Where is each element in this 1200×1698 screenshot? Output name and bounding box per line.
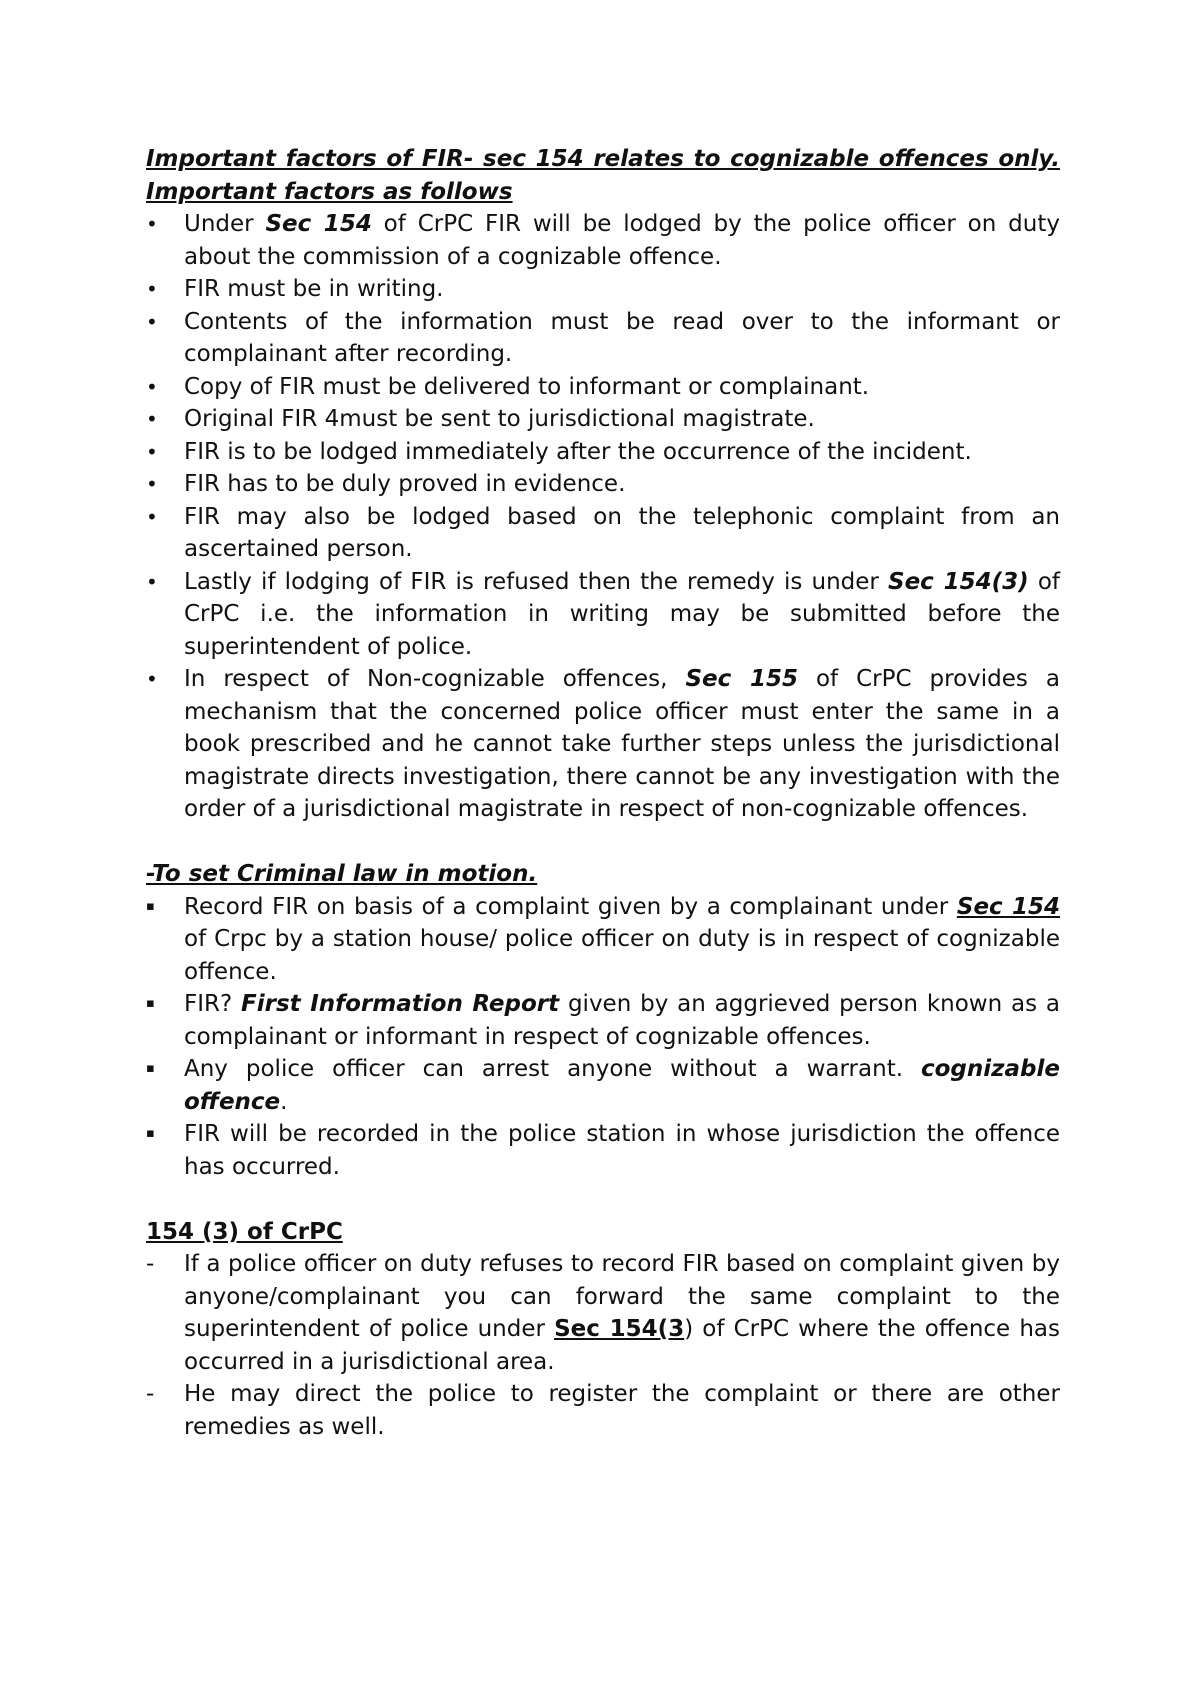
section-ref: Sec 154 bbox=[956, 893, 1060, 920]
list-item bbox=[146, 208, 1060, 273]
section-ref: Sec 154(3 bbox=[554, 1316, 685, 1342]
list-item bbox=[146, 1118, 1060, 1183]
list-item bbox=[146, 1378, 1060, 1443]
item-text: FIR must be in writing. bbox=[184, 276, 444, 302]
section1-list bbox=[146, 208, 1060, 826]
list-item bbox=[146, 566, 1060, 664]
list-item bbox=[146, 891, 1060, 989]
item-text: FIR may also be lodged based on the telephonic complaint from an ascertained person. bbox=[184, 503, 1060, 562]
item-text: FIR has to be duly proved in evidence. bbox=[184, 471, 626, 497]
list-item bbox=[146, 371, 1060, 404]
list-item bbox=[146, 436, 1060, 469]
item-text: FIR? bbox=[184, 991, 242, 1017]
spacer bbox=[146, 1183, 1060, 1216]
item-text: of Crpc by a station house/ police officer on duty is in respect of cognizable offence. bbox=[184, 926, 1060, 985]
section-ref: Sec 154 bbox=[265, 211, 372, 237]
item-text: given by an aggrieved person known as a complainant or informant in respect of cognizable offences. bbox=[184, 991, 1061, 1050]
bullet-dot-icon: • bbox=[146, 374, 158, 399]
item-text: If a police officer on duty refuses to record FIR based on complaint given by anyone/complainant you can forward the same complaint to the superintendent of police under bbox=[184, 1251, 1060, 1342]
section2-list bbox=[146, 891, 1060, 1184]
item-text: of CrPC FIR will be lodged by the police officer on duty about the commission of a cognizable offence. bbox=[184, 211, 1060, 270]
section-ref: Sec 154(3) bbox=[888, 568, 1029, 595]
item-text: of CrPC where the offence has occurred in a jurisdictional area. bbox=[184, 1316, 1060, 1375]
item-text: of CrPC provides a mechanism that the concerned police officer must enter the same in a book prescribed and he cannot take further steps unless the jurisdictional magistrate directs investigation, there cannot be any investigation with the order of a jurisdictional magistrate in respect of non-cognizable offences. bbox=[184, 666, 1060, 822]
square-bullet-icon: ▪ bbox=[146, 1126, 155, 1141]
section-ref: Sec 155 bbox=[685, 666, 798, 692]
section2-heading: -To set Criminal law in motion. bbox=[146, 861, 538, 887]
list-item bbox=[146, 273, 1060, 306]
square-bullet-icon: ▪ bbox=[146, 1061, 155, 1076]
bullet-dot-icon: • bbox=[146, 212, 158, 236]
section3-list bbox=[146, 1248, 1060, 1443]
square-bullet-icon: ▪ bbox=[146, 996, 155, 1011]
list-item bbox=[146, 1053, 1060, 1118]
list-item bbox=[146, 501, 1060, 566]
dash-bullet-icon: - bbox=[146, 1381, 155, 1407]
list-item bbox=[146, 1248, 1060, 1378]
bullet-dot-icon: • bbox=[146, 439, 158, 464]
list-item bbox=[146, 663, 1060, 826]
term-emphasis: First Information Report bbox=[241, 991, 560, 1017]
document-page bbox=[146, 143, 1060, 1443]
item-text: FIR is to be lodged immediately after the occurrence of the incident. bbox=[184, 438, 972, 465]
list-item bbox=[146, 403, 1060, 436]
bullet-dot-icon: • bbox=[146, 277, 158, 301]
square-bullet-icon: ▪ bbox=[146, 898, 155, 914]
item-text: ) bbox=[684, 1316, 694, 1342]
item-text: of CrPC i.e. the information in writing may be submitted before the superintendent of police. bbox=[184, 568, 1060, 660]
spacer bbox=[146, 826, 1060, 859]
list-item bbox=[146, 468, 1060, 501]
bullet-dot-icon: • bbox=[146, 667, 158, 691]
item-text: FIR will be recorded in the police station in whose jurisdiction the offence has occurred. bbox=[184, 1121, 1060, 1180]
bullet-dot-icon: • bbox=[146, 569, 158, 594]
section1-heading: Important factors of FIR- sec 154 relates to cognizable offences only. Important factors as follows bbox=[146, 146, 1060, 205]
bullet-dot-icon: • bbox=[146, 309, 158, 334]
dash-bullet-icon: - bbox=[146, 1251, 155, 1277]
item-text: Original FIR 4must be sent to jurisdictional magistrate. bbox=[184, 406, 815, 432]
list-item bbox=[146, 988, 1060, 1053]
bullet-dot-icon: • bbox=[146, 472, 158, 496]
term-emphasis: cognizable offence bbox=[184, 1056, 1060, 1115]
item-text: Record FIR on basis of a complaint given by a complainant under bbox=[184, 893, 957, 920]
item-text: Under bbox=[184, 211, 266, 237]
item-text: Contents of the information must be read over to the informant or complainant after recording. bbox=[184, 308, 1060, 367]
item-text: Any police officer can arrest anyone without a warrant. bbox=[184, 1056, 921, 1082]
bullet-dot-icon: • bbox=[146, 504, 158, 529]
item-text: In respect of Non-cognizable offences, bbox=[184, 666, 686, 692]
bullet-dot-icon: • bbox=[146, 407, 158, 431]
item-text: Copy of FIR must be delivered to informant or complainant. bbox=[184, 373, 870, 400]
list-item bbox=[146, 306, 1060, 371]
section3-heading: 154 (3) of CrPC bbox=[146, 1218, 343, 1245]
item-text: He may direct the police to register the complaint or there are other remedies as well. bbox=[184, 1381, 1060, 1440]
item-text: Lastly if lodging of FIR is refused then the remedy is under bbox=[184, 568, 889, 595]
item-text: . bbox=[280, 1088, 288, 1115]
